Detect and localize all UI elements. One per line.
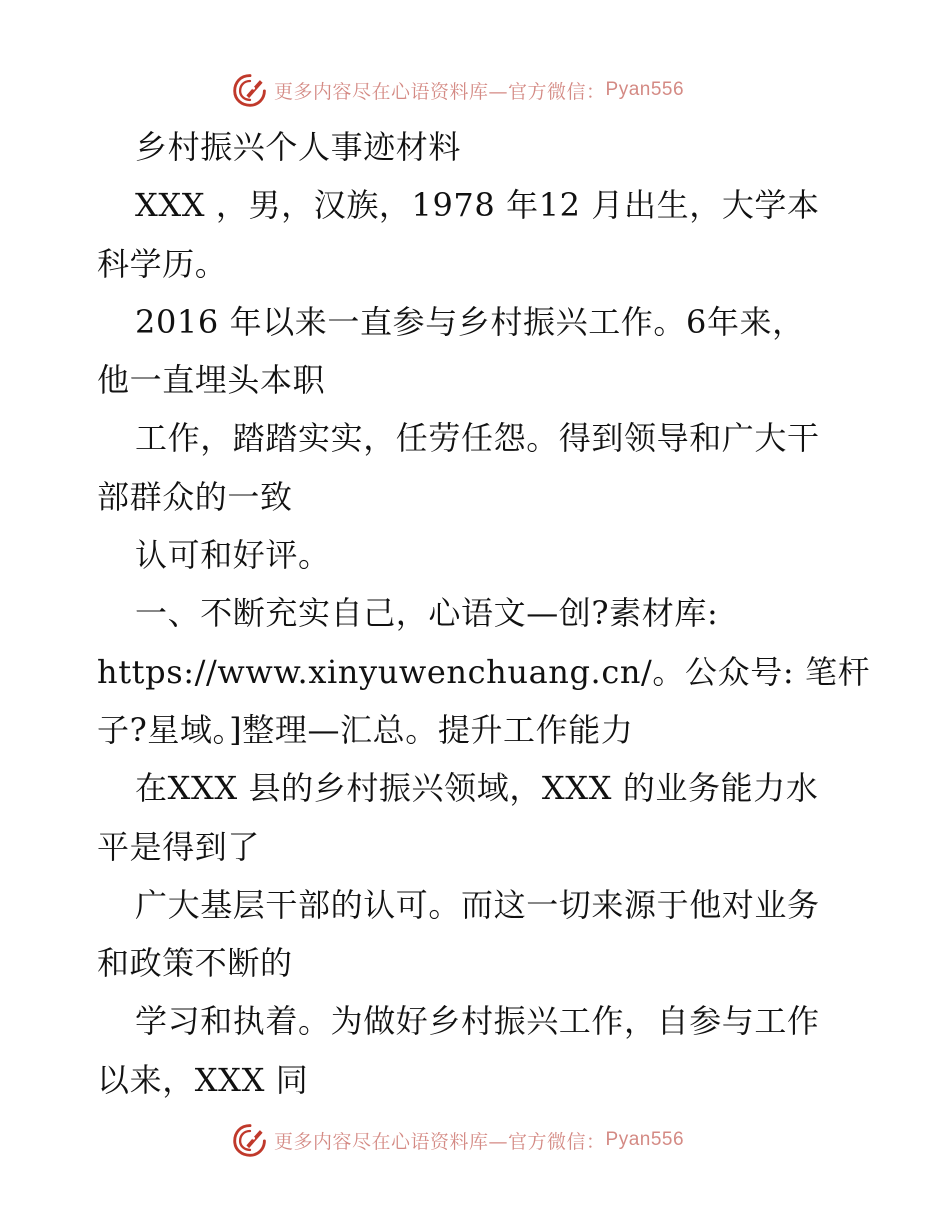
paragraph-line: 广大基层干部的认可。而这一切来源于他对业务 bbox=[135, 885, 820, 924]
paragraph-line: 在XXX 县的乡村振兴领域，XXX 的业务能力水 bbox=[135, 769, 819, 808]
watermark-handle: Pyan556 bbox=[605, 79, 685, 100]
watermark-footer bbox=[232, 1120, 752, 1160]
paragraph-line: 他一直埋头本职 bbox=[97, 361, 326, 400]
watermark-header bbox=[232, 70, 752, 110]
paragraph-line: https://www.xinyuwenchuang.cn/。公众号: 笔杆 bbox=[97, 652, 871, 691]
watermark-handle: Pyan556 bbox=[605, 1129, 685, 1150]
doc-title: 乡村振兴个人事迹材料 bbox=[135, 128, 462, 166]
paragraph-line: 部群众的一致 bbox=[97, 477, 293, 516]
document-body bbox=[97, 118, 871, 1109]
paragraph-line: 学习和执着。为做好乡村振兴工作，自参与工作 bbox=[135, 1002, 820, 1041]
section-heading: 一、不断充实自己，心语文—创?素材库: bbox=[135, 594, 719, 633]
paragraph-line: 工作，踏踏实实，任劳任怨。得到领导和广大干 bbox=[135, 419, 820, 458]
paragraph-line: 认可和好评。 bbox=[135, 536, 331, 575]
paragraph-line: 以来，XXX 同 bbox=[97, 1060, 309, 1099]
paragraph-line: 科学历。 bbox=[97, 244, 228, 283]
watermark-text: 更多内容尽在心语资料库—官方微信： bbox=[274, 1130, 606, 1153]
pen-logo-icon bbox=[232, 1122, 268, 1158]
paragraph-line: XXX ，男，汉族，1978 年12 月出生，大学本 bbox=[135, 186, 820, 225]
paragraph-line: 子?星域。]整理—汇总。提升工作能力 bbox=[97, 710, 634, 749]
watermark-text: 更多内容尽在心语资料库—官方微信： bbox=[274, 80, 606, 103]
pen-logo-icon bbox=[232, 72, 268, 108]
paragraph-line: 平是得到了 bbox=[97, 827, 261, 866]
paragraph-line: 和政策不断的 bbox=[97, 944, 293, 983]
paragraph-line: 2016 年以来一直参与乡村振兴工作。6年来， bbox=[135, 302, 805, 341]
